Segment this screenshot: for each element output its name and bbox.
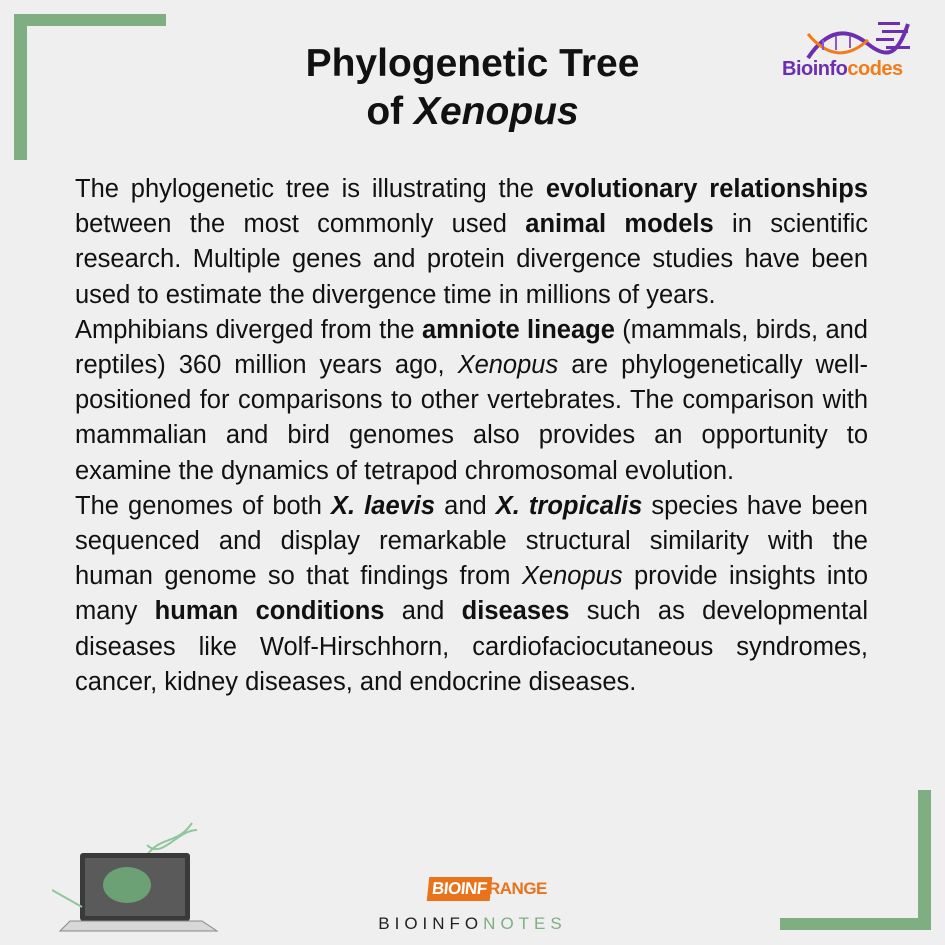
title-italic: Xenopus [413,90,579,133]
p3-segment-1: X. laevis [331,491,436,520]
p3-segment-0: The genomes of both [75,491,332,520]
p3-segment-4: species have been sequenced and display remarkable structural similarity with the human genome so that findings from [75,491,868,591]
p3-segment-9: diseases [461,597,570,626]
corner-frame-top-left-horizontal [14,14,166,26]
p2-segment-3: Xenopus [457,351,559,380]
p2-segment-4: are phylogenetically well-positioned for comparisons to other vertebrates. The comparison with mammalian and bird genomes also provides an opportunity to examine the dynamics of tetrapod chromosomal evolution. [75,351,868,485]
p3-segment-5: Xenopus [521,562,623,591]
p1-segment-0: The phylogenetic tree is illustrating the [75,175,546,203]
bioinfonotes-label [0,914,945,934]
body-text [75,172,868,700]
p3-segment-6: provide insights into many [75,562,868,626]
p1-segment-3: animal models [525,210,714,239]
brand-part-2: codes [847,58,903,80]
p3-segment-2: and [435,491,496,520]
p3-segment-7: human conditions [154,597,385,626]
p1-segment-4: in scientific research. Multiple genes and protein divergence studies have been used to estimate the divergence time in millions of years. [75,210,869,309]
p2-segment-2: (mammals, birds, and reptiles) 360 million years ago, [75,315,868,380]
title-prefix: of [366,90,414,133]
p2-segment-0: Amphibians diverged from the [75,315,422,344]
badge-right-text: RANGE [488,879,547,898]
paragraph-1 [75,172,868,313]
corner-frame-bottom-right-vertical [918,790,931,930]
brand-logo [782,58,903,81]
notes-part-2: NOTES [483,914,567,933]
notes-part-1: BIOINFO [378,914,484,933]
p2-segment-1: amniote lineage [421,315,615,344]
brand-part-1: Bioinfo [782,58,848,80]
p1-segment-1: evolutionary relationships [545,175,868,203]
p1-segment-2: between the most commonly used [75,210,526,239]
paragraph-2 [75,313,868,489]
paragraph-3 [75,489,868,700]
p3-segment-10: such as developmental diseases like Wolf-Hirschhorn, cardiofaciocutaneous syndromes, cancer, kidney diseases, and endocrine diseases. [75,597,869,696]
bioinforange-logo [428,873,547,911]
title-line-2 [0,88,945,136]
p3-segment-8: and [384,597,462,626]
badge-left-text: BIOINF [427,877,492,901]
p3-segment-3: X. tropicalis [495,491,643,520]
title-line-1: Phylogenetic Tree [305,42,640,85]
